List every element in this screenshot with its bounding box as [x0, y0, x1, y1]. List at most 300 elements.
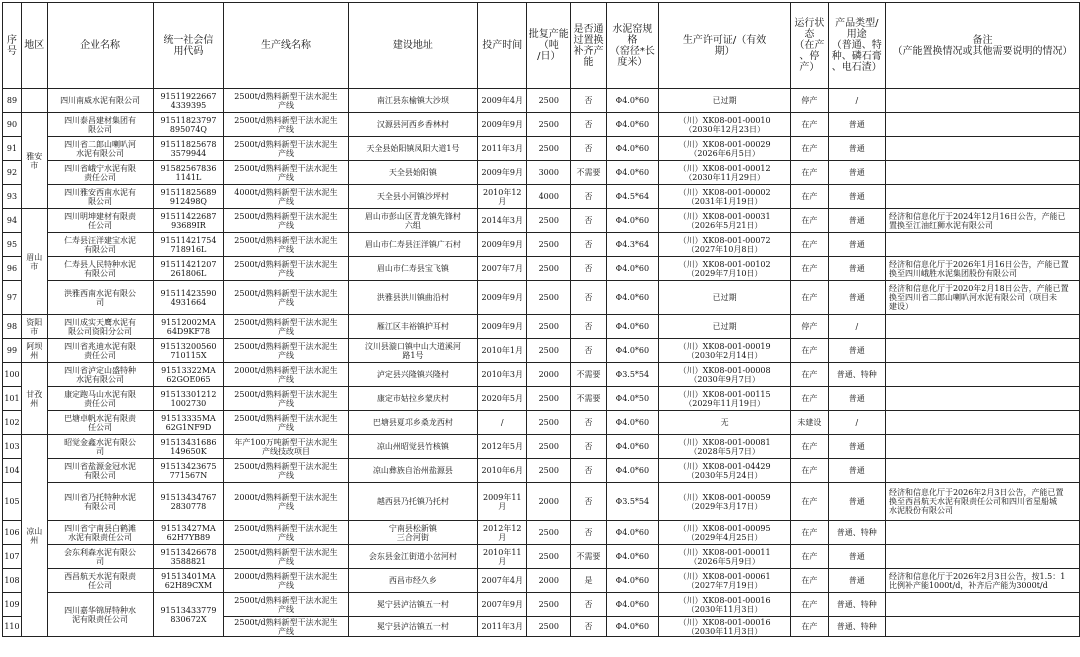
cell-replaced: 否: [571, 281, 607, 315]
cell-capacity: 2500: [527, 617, 571, 637]
cell-no: 107: [3, 545, 22, 569]
cell-status: 在产: [791, 363, 828, 387]
table-row: [3, 569, 1080, 593]
cell-note: [885, 185, 1079, 209]
cell-start-date: 2009年9月: [478, 315, 527, 339]
cell-company: 仁寿县汪洋建宝水泥 有限公司: [47, 233, 153, 257]
cell-credit-code: 91582567836 1141L: [153, 161, 224, 185]
cell-replaced: 否: [571, 233, 607, 257]
cell-line-name: 2500t/d熟料新型干法水泥生 产线: [224, 411, 348, 435]
cell-status: 停产: [791, 315, 828, 339]
cell-capacity: 2500: [527, 593, 571, 617]
cell-replaced: 否: [571, 593, 607, 617]
cell-product-type: 普通: [828, 257, 885, 281]
cell-no: 104: [3, 459, 22, 483]
cell-capacity: 2000: [527, 569, 571, 593]
cell-address: 会东县金江街道小岔河村: [348, 545, 478, 569]
cell-start-date: 2010年3月: [478, 363, 527, 387]
table-row: [3, 209, 1080, 233]
cell-product-type: /: [828, 315, 885, 339]
cell-company: 四川雅安西南水泥有 限公司: [47, 185, 153, 209]
cell-status: 在产: [791, 281, 828, 315]
cell-product-type: 普通: [828, 387, 885, 411]
cell-kiln-spec: Φ4.0*60: [606, 617, 658, 637]
cell-credit-code: 91511825689 912498Q: [153, 185, 224, 209]
cell-license: （川）XK08-001-00011 （2026年5月9日）: [659, 545, 791, 569]
header-address: 建设地址: [348, 3, 478, 89]
cell-start-date: 2007年4月: [478, 569, 527, 593]
table-row: [3, 137, 1080, 161]
cell-address: 眉山市仁寿县汪洋镇广石村: [348, 233, 478, 257]
cell-company: 洪雅西南水泥有限公 司: [47, 281, 153, 315]
cell-company: 巴塘卓帆水泥有限责 任公司: [47, 411, 153, 435]
cell-license: （川）XK08-001-00008 （2030年9月7日）: [659, 363, 791, 387]
cell-line-name: 2500t/d熟料新型干法水泥生 产线: [224, 233, 348, 257]
cell-credit-code: 91512002MA 64D9KF78: [153, 315, 224, 339]
table-row: [3, 281, 1080, 315]
cell-product-type: 普通: [828, 161, 885, 185]
cell-credit-code: 91511421207 261806L: [153, 257, 224, 281]
cell-capacity: 2500: [527, 137, 571, 161]
cell-license: （川）XK08-001-00072 （2027年10月8日）: [659, 233, 791, 257]
cell-kiln-spec: Φ4.0*60: [606, 459, 658, 483]
cell-company: 四川南威水泥有限公司: [47, 89, 153, 113]
cell-product-type: 普通: [828, 281, 885, 315]
cell-company: 四川泰昌建材集团有 限公司: [47, 113, 153, 137]
cell-address: 南江县东榆镇大沙坝: [348, 89, 478, 113]
table-row: [3, 459, 1080, 483]
cell-capacity: 2500: [527, 339, 571, 363]
cell-address: 天全县始阳镇: [348, 161, 478, 185]
cell-credit-code: 91511823797 895074Q: [153, 113, 224, 137]
cell-company: 会东利森水泥有限公 司: [47, 545, 153, 569]
cell-license: （川）XK08-001-04429 （2030年5月24日）: [659, 459, 791, 483]
cell-no: 100: [3, 363, 22, 387]
cell-license: （川）XK08-001-00081 （2028年5月7日）: [659, 435, 791, 459]
cell-capacity: 2500: [527, 521, 571, 545]
cell-kiln-spec: Φ4.0*60: [606, 593, 658, 617]
cell-capacity: 2500: [527, 257, 571, 281]
cell-note: 经济和信息化厅于2026年2月3日公告，产能已置 换至西昌航天水泥有限责任公司和四川省星船城 水泥股份有限公司: [885, 483, 1079, 521]
cell-product-type: 普通: [828, 233, 885, 257]
cell-start-date: 2007年7月: [478, 257, 527, 281]
cell-replaced: 否: [571, 137, 607, 161]
cell-address: 凉山州昭觉县竹核镇: [348, 435, 478, 459]
cell-no: 99: [3, 339, 22, 363]
table-row: [3, 257, 1080, 281]
cell-status: 在产: [791, 209, 828, 233]
cell-credit-code: 91513401MA 62H89CXM: [153, 569, 224, 593]
cell-kiln-spec: Φ4.0*60: [606, 411, 658, 435]
cell-credit-code: 91513322MA 62GOE065: [153, 363, 224, 387]
cell-no: 96: [3, 257, 22, 281]
cell-address: 泸定县兴隆镇兴隆村: [348, 363, 478, 387]
cell-credit-code: 91513434767 2830778: [153, 483, 224, 521]
cell-license: （川）XK08-001-00115 （2029年11月19日）: [659, 387, 791, 411]
cell-capacity: 2500: [527, 281, 571, 315]
cell-region: 资阳 市: [21, 315, 47, 339]
cell-company: 西昌航天水泥有限责 任公司: [47, 569, 153, 593]
cell-kiln-spec: Φ3.5*54: [606, 483, 658, 521]
table-row: [3, 161, 1080, 185]
table-row: [3, 483, 1080, 521]
cell-capacity: 2500: [527, 387, 571, 411]
cell-address: 宁南县松新镇 三合河街: [348, 521, 478, 545]
cell-line-name: 2500t/d熟料新型干法水泥生 产线: [224, 281, 348, 315]
cell-address: 天全县小河镇沙坪村: [348, 185, 478, 209]
cell-replaced: 否: [571, 185, 607, 209]
cell-line-name: 2500t/d熟料新型干法水泥生 产线: [224, 89, 348, 113]
cell-company: 四川省二郎山喇叭河 水泥有限公司: [47, 137, 153, 161]
cell-note: [885, 411, 1079, 435]
cell-product-type: 普通: [828, 209, 885, 233]
cell-product-type: 普通: [828, 459, 885, 483]
cell-credit-code: 91511423590 4931664: [153, 281, 224, 315]
cell-kiln-spec: Φ4.0*60: [606, 137, 658, 161]
cell-kiln-spec: Φ4.0*60: [606, 209, 658, 233]
cell-replaced: 否: [571, 435, 607, 459]
cell-region: 雅安 市: [21, 113, 47, 209]
cell-capacity: 2000: [527, 363, 571, 387]
cell-note: [885, 113, 1079, 137]
cell-status: 在产: [791, 545, 828, 569]
cell-capacity: 2500: [527, 545, 571, 569]
header-company: 企业名称: [47, 3, 153, 89]
cell-status: 在产: [791, 257, 828, 281]
cell-no: 106: [3, 521, 22, 545]
cell-kiln-spec: Φ4.0*60: [606, 257, 658, 281]
cell-capacity: 2500: [527, 113, 571, 137]
cell-company: 四川嘉华锦屏特种水 泥有限责任公司: [47, 593, 153, 637]
cell-note: [885, 387, 1079, 411]
cell-replaced: 是: [571, 569, 607, 593]
cell-company: 四川省泸定山盛特种 水泥有限公司: [47, 363, 153, 387]
cell-note: [885, 233, 1079, 257]
cell-address: 汶川县漩口镇中山大道溪河 路1号: [348, 339, 478, 363]
cell-credit-code: 91513431686 149650K: [153, 435, 224, 459]
cell-license: （川）XK08-001-00016 （2030年11月3日）: [659, 617, 791, 637]
cell-status: 停产: [791, 89, 828, 113]
cell-kiln-spec: Φ4.0*60: [606, 521, 658, 545]
cell-no: 89: [3, 89, 22, 113]
cell-line-name: 2500t/d熟料新型干法水泥生 产线: [224, 113, 348, 137]
cell-replaced: 否: [571, 315, 607, 339]
table-row: [3, 387, 1080, 411]
cell-no: 101: [3, 387, 22, 411]
cell-status: 未建设: [791, 411, 828, 435]
cell-capacity: 2500: [527, 209, 571, 233]
header-note: 备注 （产能置换情况或其他需要说明的情况）: [885, 3, 1079, 89]
cell-replaced: 否: [571, 521, 607, 545]
table-row: [3, 185, 1080, 209]
cell-note: 经济和信息化厅于2026年2月3日公告，按1.5：1 比例补产能1000t/d，补齐后产能为3000t/d: [885, 569, 1079, 593]
cell-no: 98: [3, 315, 22, 339]
cell-status: 在产: [791, 617, 828, 637]
cell-note: 经济和信息化厅于2026年1月16日公告，产能已置 换至四川峨胜水泥集团股份有限公司: [885, 257, 1079, 281]
cell-capacity: 2500: [527, 233, 571, 257]
cell-start-date: 2014年3月: [478, 209, 527, 233]
cell-product-type: 普通、特种: [828, 363, 885, 387]
cell-start-date: 2010年6月: [478, 459, 527, 483]
cell-start-date: 2007年9月: [478, 593, 527, 617]
table-body: [3, 89, 1080, 637]
cell-kiln-spec: Φ4.5*64: [606, 185, 658, 209]
cell-product-type: /: [828, 411, 885, 435]
cell-product-type: 普通: [828, 569, 885, 593]
cell-replaced: 否: [571, 411, 607, 435]
table-row: [3, 339, 1080, 363]
cell-no: 109: [3, 593, 22, 617]
cell-start-date: 2009年4月: [478, 89, 527, 113]
cell-product-type: 普通、特种: [828, 593, 885, 617]
cell-address: 巴塘县夏邛乡桑龙西村: [348, 411, 478, 435]
cell-address: 凉山彝族自治州盐源县: [348, 459, 478, 483]
cell-line-name: 2500t/d熟料新型干法水泥生 产线: [224, 339, 348, 363]
cell-license: （川）XK08-001-00019 （2030年2月14日）: [659, 339, 791, 363]
cell-start-date: 2012年5月: [478, 435, 527, 459]
cell-capacity: 2500: [527, 411, 571, 435]
cell-no: 93: [3, 185, 22, 209]
cell-company: 四川成实天鹰水泥有 限公司资阳分公司: [47, 315, 153, 339]
cell-credit-code: 91511922667 4339395: [153, 89, 224, 113]
cell-replaced: 不需要: [571, 545, 607, 569]
cell-status: 在产: [791, 459, 828, 483]
cell-product-type: /: [828, 89, 885, 113]
cell-credit-code: 91513301212 1002730: [153, 387, 224, 411]
cell-region: 眉山 市: [21, 209, 47, 315]
cell-company: 昭觉金鑫水泥有限公 司: [47, 435, 153, 459]
cell-note: [885, 593, 1079, 617]
cell-line-name: 年产100万吨新型干法水泥生 产线技改项目: [224, 435, 348, 459]
cell-note: 经济和信息化厅于2024年12月16日公告，产能已 置换至江油红狮水泥有限公司: [885, 209, 1079, 233]
cell-start-date: 2009年9月: [478, 113, 527, 137]
cell-start-date: 2009年9月: [478, 281, 527, 315]
table-row: [3, 593, 1080, 617]
cell-address: 西昌市经久乡: [348, 569, 478, 593]
cell-start-date: 2020年5月: [478, 387, 527, 411]
cell-address: 洪雅县洪川镇曲沿村: [348, 281, 478, 315]
cell-region: 阿坝 州: [21, 339, 47, 363]
cell-company: 四川明坤建材有限责 任公司: [47, 209, 153, 233]
cell-note: [885, 521, 1079, 545]
cell-address: 天全县始阳镇凤阳大道1号: [348, 137, 478, 161]
cell-line-name: 2500t/d熟料新型干法水泥生 产线: [224, 209, 348, 233]
cell-credit-code: 91513335MA 62G1NF9D: [153, 411, 224, 435]
cell-start-date: /: [478, 411, 527, 435]
cell-product-type: 普通: [828, 483, 885, 521]
cell-address: 汉源县河西乡香林村: [348, 113, 478, 137]
table-row: [3, 411, 1080, 435]
cell-license: （川）XK08-001-00059 （2029年3月17日）: [659, 483, 791, 521]
header-status: 运行状 态 （在产 、停 产）: [791, 3, 828, 89]
cell-replaced: 否: [571, 483, 607, 521]
cell-license: （川）XK08-001-00010 （2030年12月23日）: [659, 113, 791, 137]
cell-replaced: 否: [571, 339, 607, 363]
cell-status: 在产: [791, 233, 828, 257]
cell-start-date: 2010年12月: [478, 185, 527, 209]
cell-replaced: 不需要: [571, 363, 607, 387]
cell-note: 经济和信息化厅于2020年2月18日公告，产能已置 换至四川省二郎山喇叭河水泥有限公司（项目未 建设）: [885, 281, 1079, 315]
cell-no: 110: [3, 617, 22, 637]
cell-capacity: 4000: [527, 185, 571, 209]
cell-status: 在产: [791, 593, 828, 617]
cell-no: 103: [3, 435, 22, 459]
cell-replaced: 否: [571, 209, 607, 233]
cell-kiln-spec: Φ4.0*60: [606, 315, 658, 339]
cell-kiln-spec: Φ4.0*60: [606, 545, 658, 569]
cell-address: 越西县乃托镇乃托村: [348, 483, 478, 521]
cell-replaced: 否: [571, 113, 607, 137]
cell-company: 四川省宁南县白鹤滩 水泥有限责任公司: [47, 521, 153, 545]
header-product-type: 产品类型/ 用途 （普通、特 种、磷石膏 、电石渣）: [828, 3, 885, 89]
cell-company: 四川省兆迪水泥有限 责任公司: [47, 339, 153, 363]
cell-note: [885, 435, 1079, 459]
cell-status: 在产: [791, 569, 828, 593]
cell-license: 已过期: [659, 315, 791, 339]
cell-region: 甘孜 州: [21, 363, 47, 435]
cell-product-type: 普通、特种: [828, 521, 885, 545]
cell-region: [21, 89, 47, 113]
cell-company: 四川省峨宁水泥有限 责任公司: [47, 161, 153, 185]
header-region: 地区: [21, 3, 47, 89]
cell-address: 康定市姑拉乡蒙庆村: [348, 387, 478, 411]
table-row: [3, 233, 1080, 257]
cell-status: 在产: [791, 161, 828, 185]
cell-company: 四川省乃托特种水泥 有限公司: [47, 483, 153, 521]
cell-start-date: 2010年11月: [478, 545, 527, 569]
cell-start-date: 2009年9月: [478, 161, 527, 185]
table-row: [3, 315, 1080, 339]
cell-line-name: 2500t/d熟料新型干法水泥生 产线: [224, 257, 348, 281]
cell-license: （川）XK08-001-00016 （2030年11月3日）: [659, 593, 791, 617]
cell-line-name: 2500t/d熟料新型干法水泥生 产线: [224, 137, 348, 161]
cell-address: 冕宁县泸沽镇五一村: [348, 617, 478, 637]
cell-product-type: 普通: [828, 545, 885, 569]
cell-capacity: 2500: [527, 89, 571, 113]
cell-license: （川）XK08-001-00102 （2029年7月10日）: [659, 257, 791, 281]
cell-note: [885, 363, 1079, 387]
cell-line-name: 2500t/d熟料新型干法水泥生 产线: [224, 521, 348, 545]
cell-status: 在产: [791, 185, 828, 209]
cell-line-name: 2000t/d熟料新型干法水泥生 产线: [224, 363, 348, 387]
cement-production-line-table: [2, 2, 1080, 637]
header-no: 序 号: [3, 3, 22, 89]
cell-replaced: 不需要: [571, 387, 607, 411]
cell-kiln-spec: Φ4.0*60: [606, 89, 658, 113]
cell-replaced: 否: [571, 257, 607, 281]
cell-start-date: 2009年11月: [478, 483, 527, 521]
cell-credit-code: 91511422687 93689IR: [153, 209, 224, 233]
cell-no: 105: [3, 483, 22, 521]
cell-status: 在产: [791, 435, 828, 459]
cell-credit-code: 91513426678 3588821: [153, 545, 224, 569]
cell-line-name: 2500t/d熟料新型干法水泥生 产线: [224, 315, 348, 339]
cell-address: 眉山市仁寿县宝飞镇: [348, 257, 478, 281]
cell-kiln-spec: Φ4.0*60: [606, 569, 658, 593]
cell-no: 108: [3, 569, 22, 593]
cell-status: 在产: [791, 113, 828, 137]
cell-license: （川）XK08-001-00029 （2026年6月5日）: [659, 137, 791, 161]
header-row: [3, 3, 1080, 89]
table-row: [3, 545, 1080, 569]
cell-address: 眉山市彭山区青龙镇先锋村 六组: [348, 209, 478, 233]
cell-license: 已过期: [659, 281, 791, 315]
cell-kiln-spec: Φ4.0*60: [606, 339, 658, 363]
cell-start-date: 2011年3月: [478, 137, 527, 161]
cell-note: [885, 89, 1079, 113]
cell-credit-code: 91511825678 3579944: [153, 137, 224, 161]
cell-license: （川）XK08-001-00002 （2031年1月19日）: [659, 185, 791, 209]
header-kiln-spec: 水泥窑规 格 （窑径*长 度米）: [606, 3, 658, 89]
cell-no: 92: [3, 161, 22, 185]
cell-note: [885, 459, 1079, 483]
cell-no: 90: [3, 113, 22, 137]
table-row: [3, 435, 1080, 459]
header-line-name: 生产线名称: [224, 3, 348, 89]
cell-product-type: 普通: [828, 137, 885, 161]
cell-company: 康定跑马山水泥有限 责任公司: [47, 387, 153, 411]
cell-note: [885, 161, 1079, 185]
cell-address: 雁江区丰裕镇护耳村: [348, 315, 478, 339]
cell-start-date: 2009年9月: [478, 233, 527, 257]
cell-line-name: 2500t/d熟料新型干法水泥生 产线: [224, 545, 348, 569]
cell-start-date: 2012年12月: [478, 521, 527, 545]
cell-company: 四川省盐源金冠水泥 有限公司: [47, 459, 153, 483]
cell-status: 在产: [791, 483, 828, 521]
cell-capacity: 2500: [527, 435, 571, 459]
cell-credit-code: 91513200560 710115X: [153, 339, 224, 363]
cell-status: 在产: [791, 387, 828, 411]
cell-kiln-spec: Φ4.0*60: [606, 113, 658, 137]
table-row: [3, 113, 1080, 137]
cell-capacity: 2500: [527, 459, 571, 483]
cell-start-date: 2010年1月: [478, 339, 527, 363]
cell-kiln-spec: Φ4.0*60: [606, 281, 658, 315]
cell-line-name: 2500t/d熟料新型干法水泥生 产线: [224, 459, 348, 483]
cell-status: 在产: [791, 339, 828, 363]
cell-replaced: 否: [571, 459, 607, 483]
cell-product-type: 普通: [828, 435, 885, 459]
cell-status: 在产: [791, 137, 828, 161]
cell-note: [885, 315, 1079, 339]
table-row: [3, 521, 1080, 545]
header-license: 生产许可证/（有效 期）: [659, 3, 791, 89]
cell-license: （川）XK08-001-00012 （2030年11月29日）: [659, 161, 791, 185]
header-start-date: 投产时间: [478, 3, 527, 89]
cell-capacity: 3000: [527, 161, 571, 185]
cell-address: 冕宁县泸沽镇五一村: [348, 593, 478, 617]
cell-kiln-spec: Φ4.3*64: [606, 233, 658, 257]
table-row: [3, 363, 1080, 387]
cell-region: 凉山 州: [21, 435, 47, 637]
cell-status: 在产: [791, 521, 828, 545]
cell-replaced: 否: [571, 89, 607, 113]
cell-credit-code: 91513433779 830672X: [153, 593, 224, 637]
cell-note: [885, 137, 1079, 161]
cell-product-type: 普通: [828, 113, 885, 137]
cell-kiln-spec: Φ4.0*60: [606, 435, 658, 459]
cell-company: 仁寿县人民特种水泥 有限公司: [47, 257, 153, 281]
cell-product-type: 普通: [828, 339, 885, 363]
cell-kiln-spec: Φ4.0*60: [606, 161, 658, 185]
cell-replaced: 否: [571, 617, 607, 637]
header-capacity: 批复产能 （吨 /日）: [527, 3, 571, 89]
cell-no: 94: [3, 209, 22, 233]
cell-credit-code: 91513423675 771567N: [153, 459, 224, 483]
cell-replaced: 不需要: [571, 161, 607, 185]
cell-no: 91: [3, 137, 22, 161]
cell-license: 已过期: [659, 89, 791, 113]
